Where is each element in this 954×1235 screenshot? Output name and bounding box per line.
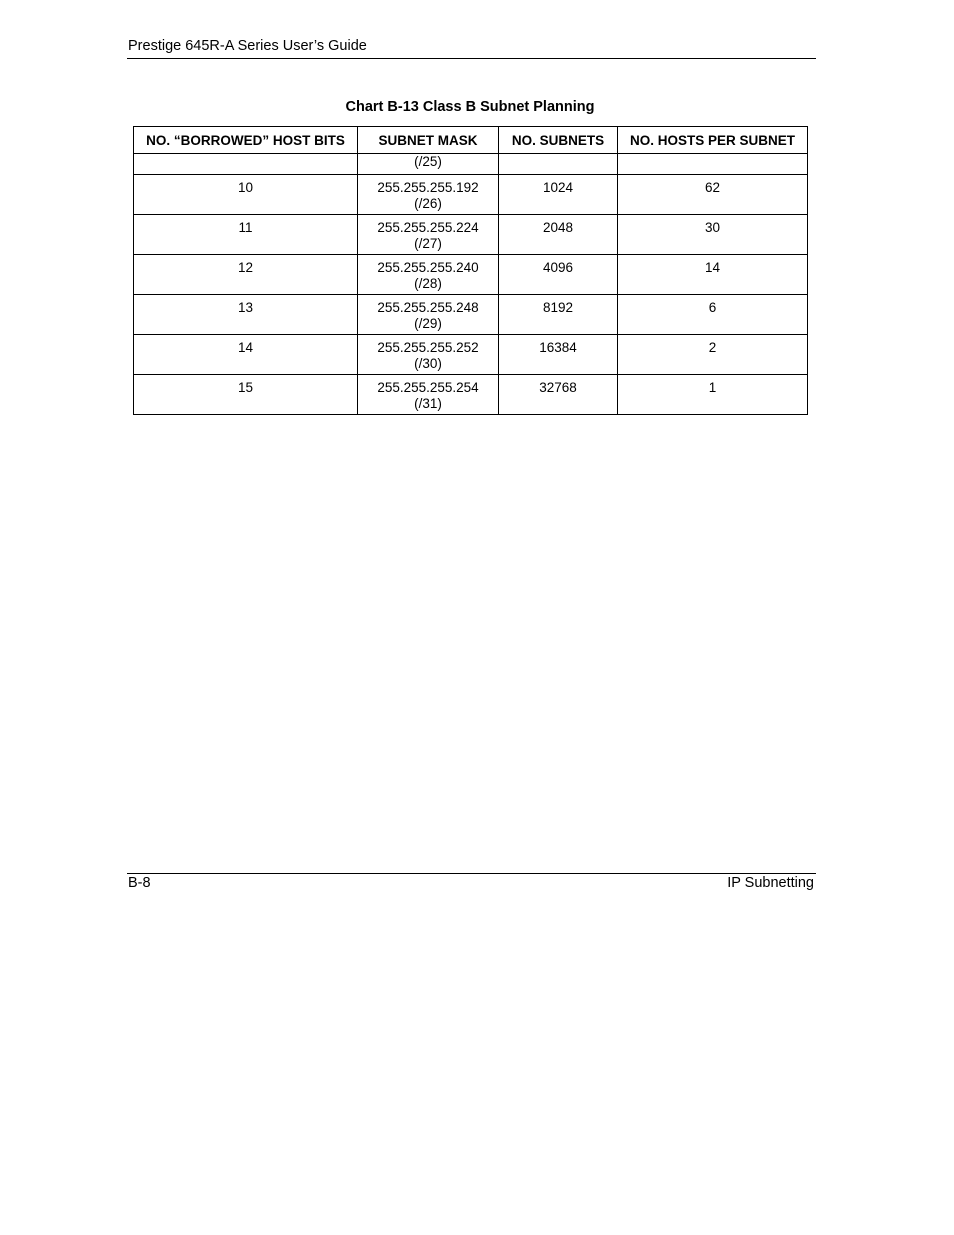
cell-subnets: 1024 xyxy=(499,175,618,215)
table-row xyxy=(134,215,808,255)
section-name: IP Subnetting xyxy=(727,875,814,891)
cell-mask xyxy=(358,335,499,375)
subnet-prefix-value: (/31) xyxy=(414,396,442,411)
subnet-prefix-value: (/27) xyxy=(414,236,442,251)
subnet-mask-value: 255.255.255.254 xyxy=(377,380,479,395)
cell-subnets: 32768 xyxy=(499,375,618,415)
footer-rule xyxy=(127,873,816,874)
cell-bits: 10 xyxy=(134,175,358,215)
table-row xyxy=(134,255,808,295)
cell-subnets: 8192 xyxy=(499,295,618,335)
cell-hosts: 2 xyxy=(618,335,808,375)
header-rule xyxy=(127,58,816,59)
cell-mask xyxy=(358,175,499,215)
running-header: Prestige 645R-A Series User’s Guide xyxy=(128,38,367,54)
cell-subnets: 4096 xyxy=(499,255,618,295)
table-row xyxy=(134,375,808,415)
column-header-borrowed-bits: NO. “BORROWED” HOST BITS xyxy=(134,127,358,154)
cell-hosts xyxy=(618,154,808,175)
cell-subnets: 16384 xyxy=(499,335,618,375)
cell-hosts: 6 xyxy=(618,295,808,335)
subnet-prefix-value: (/26) xyxy=(414,196,442,211)
cell-mask xyxy=(358,255,499,295)
subnet-mask-value: 255.255.255.240 xyxy=(377,260,479,275)
cell-bits: 15 xyxy=(134,375,358,415)
cell-hosts: 1 xyxy=(618,375,808,415)
table-header-row xyxy=(134,127,808,154)
subnet-mask-value: 255.255.255.192 xyxy=(377,180,479,195)
subnet-prefix-value: (/28) xyxy=(414,276,442,291)
cell-mask xyxy=(358,295,499,335)
chart-title: Chart B-13 Class B Subnet Planning xyxy=(345,99,595,115)
cell-hosts: 62 xyxy=(618,175,808,215)
column-header-no-subnets: NO. SUBNETS xyxy=(499,127,618,154)
subnet-prefix-value: (/30) xyxy=(414,356,442,371)
table-row xyxy=(134,295,808,335)
subnet-prefix-value: (/29) xyxy=(414,316,442,331)
cell-mask xyxy=(358,215,499,255)
subnet-mask-value: 255.255.255.248 xyxy=(377,300,479,315)
cell-mask xyxy=(358,375,499,415)
table-row-continued xyxy=(134,154,808,175)
cell-bits: 13 xyxy=(134,295,358,335)
cell-bits xyxy=(134,154,358,175)
cell-hosts: 14 xyxy=(618,255,808,295)
cell-mask: (/25) xyxy=(358,154,499,175)
column-header-subnet-mask: SUBNET MASK xyxy=(358,127,499,154)
column-header-hosts-per-subnet: NO. HOSTS PER SUBNET xyxy=(618,127,808,154)
subnet-planning-table xyxy=(133,126,808,415)
subnet-mask-value: 255.255.255.252 xyxy=(377,340,479,355)
table-row xyxy=(134,335,808,375)
cell-subnets: 2048 xyxy=(499,215,618,255)
page-number: B-8 xyxy=(128,875,151,891)
cell-hosts: 30 xyxy=(618,215,808,255)
subnet-mask-value: 255.255.255.224 xyxy=(377,220,479,235)
cell-subnets xyxy=(499,154,618,175)
cell-bits: 14 xyxy=(134,335,358,375)
cell-bits: 11 xyxy=(134,215,358,255)
table-row xyxy=(134,175,808,215)
cell-bits: 12 xyxy=(134,255,358,295)
